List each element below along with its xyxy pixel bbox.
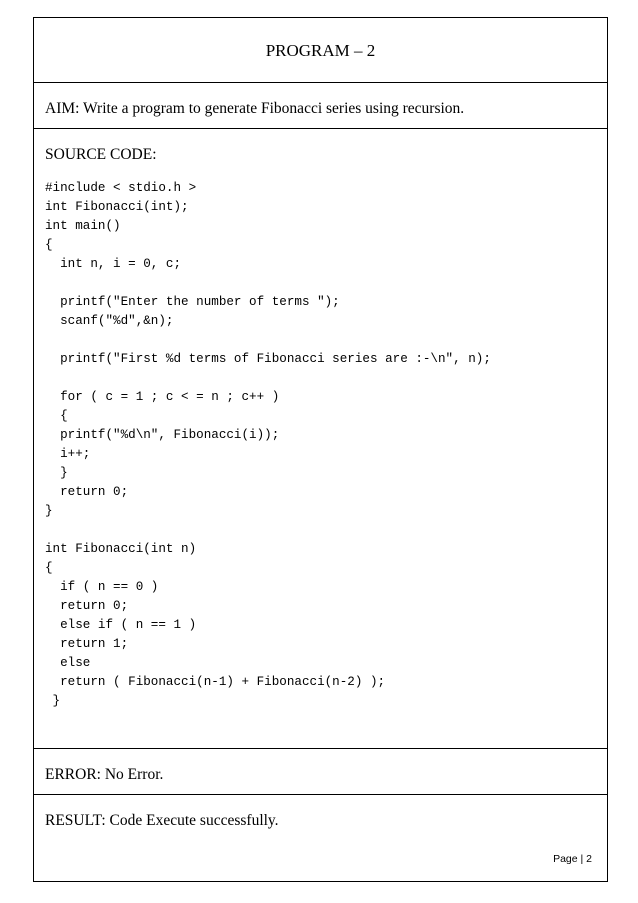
program-title: PROGRAM – 2: [265, 41, 376, 60]
title-row: [34, 18, 607, 83]
program-sheet: [33, 17, 608, 882]
aim-row: [34, 83, 607, 129]
aim-text: AIM: Write a program to generate Fibonacci series using recursion.: [45, 100, 465, 117]
result-row: [34, 795, 607, 881]
error-row: [34, 749, 607, 795]
result-text: RESULT: Code Execute successfully.: [45, 812, 279, 829]
page-number: Page | 2: [553, 853, 592, 865]
source-code-label: SOURCE CODE:: [45, 146, 157, 163]
source-code-row: [34, 129, 607, 749]
error-text: ERROR: No Error.: [45, 766, 164, 783]
source-code-block: #include < stdio.h > int Fibonacci(int); int main() { int n, i = 0, c; printf("Enter the number of terms "); scanf("%d",&n); printf("First %d terms of Fibonacci series are :-\n", n); for ( c = 1 ; c < = n ; c++ ) { printf("%d\n", Fibonacci(i)); i++; } return 0; } int Fibonacci(int n) { if ( n == 0 ) return 0; else if ( n == 1 ) return 1; else return ( Fibonacci(n-1) + Fibonacci(n-2) ); }: [45, 181, 491, 708]
